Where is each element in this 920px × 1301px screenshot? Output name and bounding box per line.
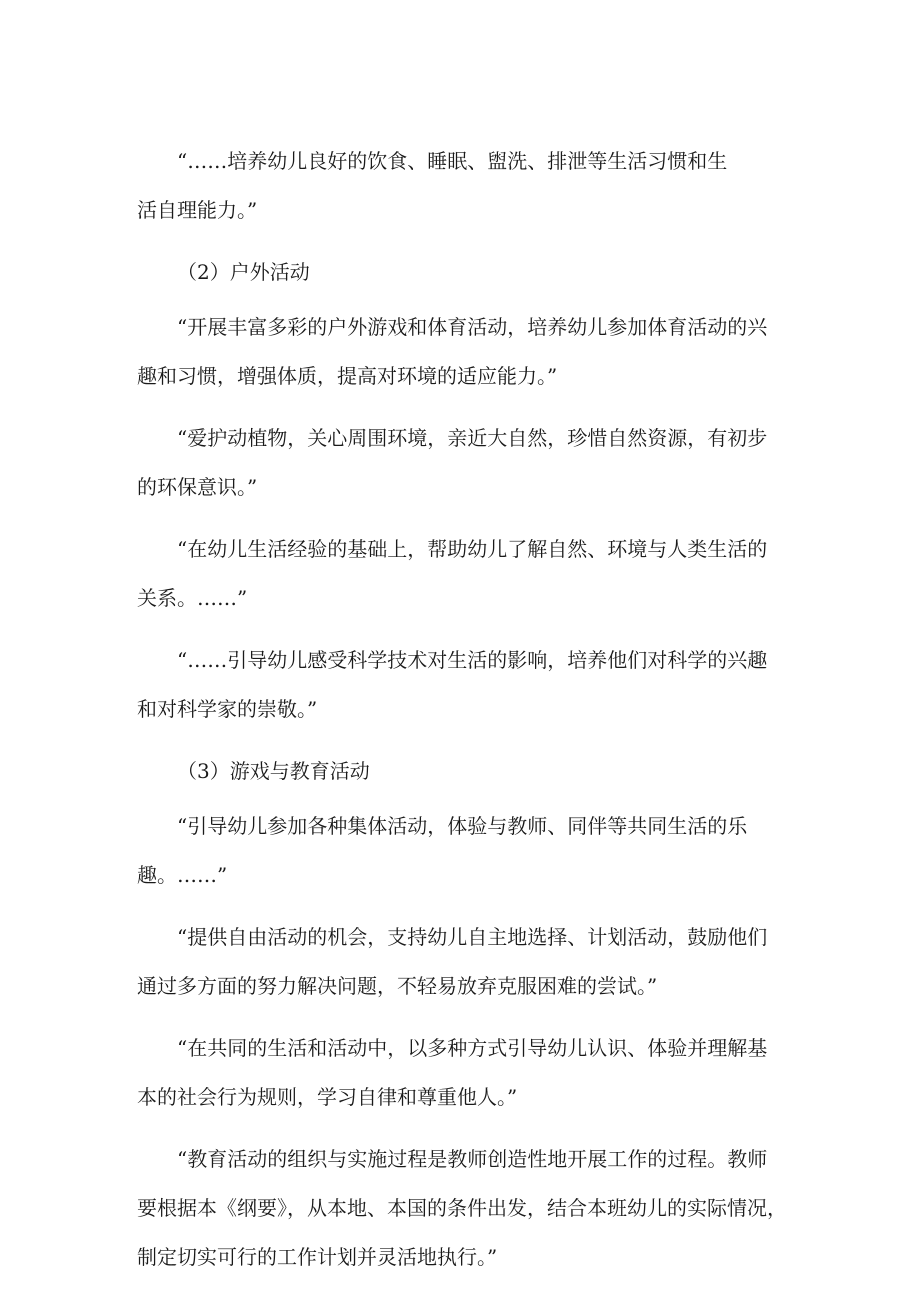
paragraph-environment-care (137, 414, 797, 512)
text-line: “……引导幼儿感受科学技术对生活的影响，培养他们对科学的兴趣 (177, 648, 768, 672)
text-line: “引导幼儿参加各种集体活动，体验与教师、同伴等共同生活的乐 (177, 814, 748, 838)
text-line: “开展丰富多彩的户外游戏和体育活动，培养幼儿参加体育活动的兴 (177, 315, 768, 339)
text-line: 要根据本《纲要》，从本地、本国的条件出发，结合本班幼儿的实际情况， (137, 1196, 787, 1220)
document-body (137, 137, 797, 1295)
paragraph-hygiene-habits (137, 137, 797, 235)
text-line: 关系。……” (137, 586, 248, 610)
text-line: 本的社会行为规则，学习自律和尊重他人。” (137, 1085, 518, 1109)
text-line: “在共同的生活和活动中，以多种方式引导幼儿认识、体验并理解基 (177, 1036, 768, 1060)
paragraph-science-interest (137, 636, 797, 734)
heading-text: （2）户外活动 (177, 260, 310, 284)
text-line: “……培养幼儿良好的饮食、睡眠、盥洗、排泄等生活习惯和生 (177, 149, 728, 173)
text-line: 制定切实可行的工作计划并灵活地执行。” (137, 1245, 498, 1269)
text-line: “提供自由活动的机会，支持幼儿自主地选择、计划活动，鼓励他们 (177, 925, 768, 949)
text-line: 趣和习惯，增强体质，提高对环境的适应能力。” (137, 364, 558, 388)
text-line: 和对科学家的崇敬。” (137, 697, 318, 721)
text-line: “在幼儿生活经验的基础上，帮助幼儿了解自然、环境与人类生活的 (177, 537, 768, 561)
text-line: “爱护动植物，关心周围环境，亲近大自然，珍惜自然资源，有初步 (177, 426, 768, 450)
paragraph-teaching-implementation (137, 1135, 797, 1282)
section-heading-outdoor-activities (137, 248, 797, 297)
section-heading-games-education (137, 747, 797, 796)
heading-text: （3）游戏与教育活动 (177, 759, 370, 783)
paragraph-group-activities (137, 802, 797, 900)
paragraph-free-activities (137, 913, 797, 1011)
paragraph-social-rules (137, 1024, 797, 1122)
paragraph-outdoor-games (137, 303, 797, 401)
text-line: 趣。……” (137, 863, 228, 887)
paragraph-nature-understanding (137, 525, 797, 623)
text-line: 通过多方面的努力解决问题，不轻易放弃克服困难的尝试。” (137, 974, 658, 998)
text-line: 的环保意识。” (137, 475, 258, 499)
text-line: 活自理能力。” (137, 198, 258, 222)
text-line: “教育活动的组织与实施过程是教师创造性地开展工作的过程。教师 (177, 1147, 768, 1171)
